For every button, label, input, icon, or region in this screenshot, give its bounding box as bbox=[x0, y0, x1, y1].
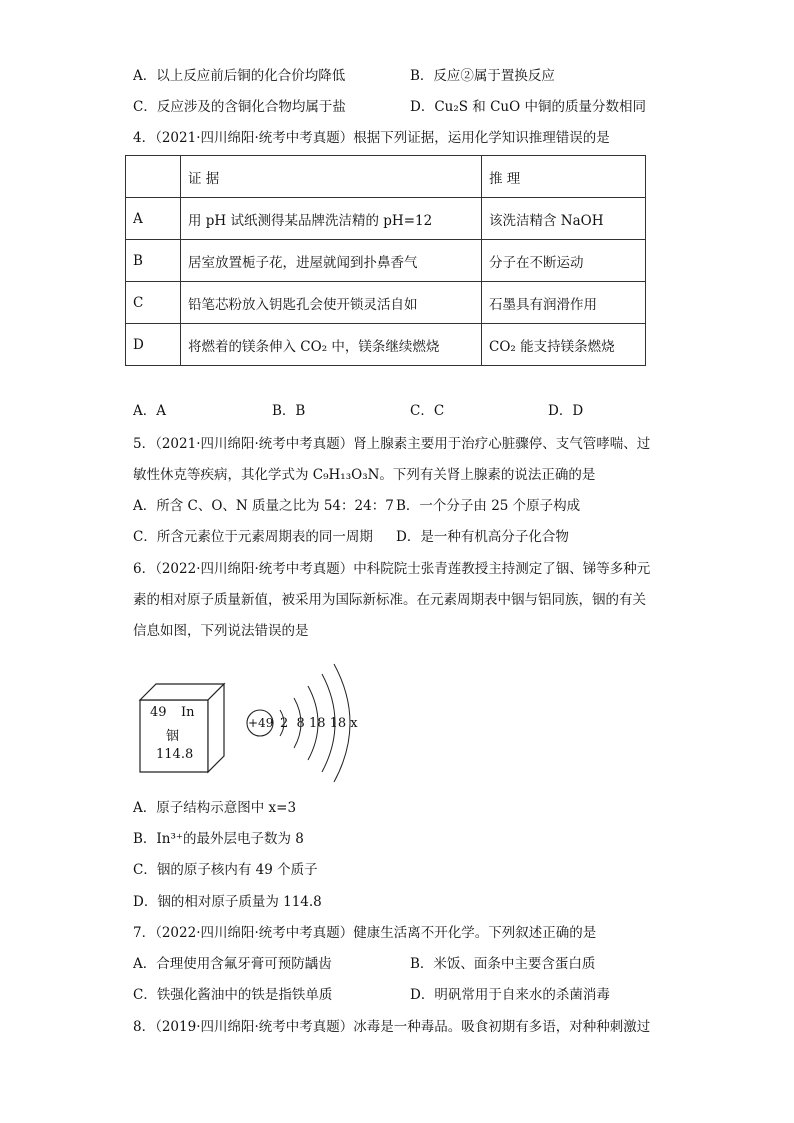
q4-option-b: B．B bbox=[272, 403, 306, 419]
table-cell: D bbox=[126, 324, 181, 366]
q6-stem-line-2: 素的相对原子质量新值，被采用为国际新标准。在元素周期表中铟与铝同族，铟的有关 bbox=[133, 592, 646, 608]
table-row bbox=[126, 240, 646, 282]
table-header-cell bbox=[126, 156, 181, 198]
table-row bbox=[126, 198, 646, 240]
table-row bbox=[126, 282, 646, 324]
q3-option-a: A．以上反应前后铜的化合价均降低 bbox=[133, 68, 346, 84]
table-cell: C bbox=[126, 282, 181, 324]
element-cube-figure bbox=[130, 680, 240, 780]
q6-stem-line-1: 6．（2022·四川绵阳·统考中考真题）中科院院士张青莲教授主持测定了铟、锑等多种元 bbox=[133, 561, 651, 577]
q7-option-c: C．铁强化酱油中的铁是指铁单质 bbox=[133, 987, 333, 1003]
table-cell: 石墨具有润滑作用 bbox=[482, 282, 646, 324]
q3-option-c: C．反应涉及的含铜化合物均属于盐 bbox=[133, 99, 346, 115]
element-name: 铟 bbox=[166, 729, 180, 744]
q5-stem-line-1: 5．（2021·四川绵阳·统考中考真题）肾上腺素主要用于治疗心脏骤停、支气管哮喘、过 bbox=[133, 436, 651, 452]
table-header-row bbox=[126, 156, 646, 198]
table-header-cell: 推 理 bbox=[482, 156, 646, 198]
q7-option-a: A．合理使用含氟牙膏可预防龋齿 bbox=[133, 956, 332, 972]
q6-option-d: D．铟的相对原子质量为 114.8 bbox=[133, 894, 322, 910]
q5-stem-line-2: 敏性休克等疾病，其化学式为 C₉H₁₃O₃N。下列有关肾上腺素的说法正确的是 bbox=[133, 467, 596, 483]
table-row bbox=[126, 324, 646, 366]
q4-option-c: C．C bbox=[410, 403, 445, 419]
q5-option-d: D．是一种有机高分子化合物 bbox=[396, 529, 569, 545]
table-cell: 分子在不断运动 bbox=[482, 240, 646, 282]
q6-option-c: C．铟的原子核内有 49 个质子 bbox=[133, 862, 318, 878]
atomic-mass: 114.8 bbox=[156, 747, 194, 762]
q7-option-b: B．米饭、面条中主要含蛋白质 bbox=[410, 956, 596, 972]
element-symbol: In bbox=[181, 705, 195, 720]
q6-option-a: A．原子结构示意图中 x=3 bbox=[133, 800, 297, 816]
table-cell: 用 pH 试纸测得某品牌洗洁精的 pH=12 bbox=[181, 198, 482, 240]
table-cell: 铅笔芯粉放入钥匙孔会使开锁灵活自如 bbox=[181, 282, 482, 324]
table-cell: 将燃着的镁条伸入 CO₂ 中，镁条继续燃烧 bbox=[181, 324, 482, 366]
q4-option-d: D．D bbox=[548, 403, 584, 419]
table-cell: 居室放置栀子花，进屋就闻到扑鼻香气 bbox=[181, 240, 482, 282]
q3-option-d: D．Cu₂S 和 CuO 中铜的质量分数相同 bbox=[410, 99, 646, 115]
q5-option-b: B．一个分子由 25 个原子构成 bbox=[396, 498, 581, 514]
q5-option-a: A．所含 C、O、N 质量之比为 54：24：7 bbox=[133, 498, 394, 514]
q7-stem: 7．（2022·四川绵阳·统考中考真题）健康生活离不开化学。下列叙述正确的是 bbox=[133, 925, 597, 941]
atomic-number: 49 bbox=[150, 705, 167, 720]
table-cell: 该洗洁精含 NaOH bbox=[482, 198, 646, 240]
q3-option-b: B．反应②属于置换反应 bbox=[410, 68, 555, 84]
evidence-table bbox=[125, 155, 646, 366]
q4-stem: 4．（2021·四川绵阳·统考中考真题）根据下列证据，运用化学知识推理错误的是 bbox=[133, 130, 610, 146]
q8-stem: 8．（2019·四川绵阳·统考中考真题）冰毒是一种毒品。吸食初期有多语，对种种刺激过 bbox=[133, 1019, 651, 1035]
q7-option-d: D．明矾常用于自来水的杀菌消毒 bbox=[410, 987, 610, 1003]
q6-stem-line-3: 信息如图，下列说法错误的是 bbox=[133, 623, 309, 639]
q5-option-c: C．所含元素位于元素周期表的同一周期 bbox=[133, 529, 373, 545]
electron-shells: 2 8 18 18 x bbox=[280, 716, 358, 731]
table-cell: CO₂ 能支持镁条燃烧 bbox=[482, 324, 646, 366]
table-header-cell: 证 据 bbox=[181, 156, 482, 198]
q6-option-b: B．In³⁺的最外层电子数为 8 bbox=[133, 831, 304, 847]
nucleus-charge: +49 bbox=[248, 716, 274, 730]
q4-option-a: A．A bbox=[133, 403, 166, 419]
table-cell: A bbox=[126, 198, 181, 240]
table-cell: B bbox=[126, 240, 181, 282]
